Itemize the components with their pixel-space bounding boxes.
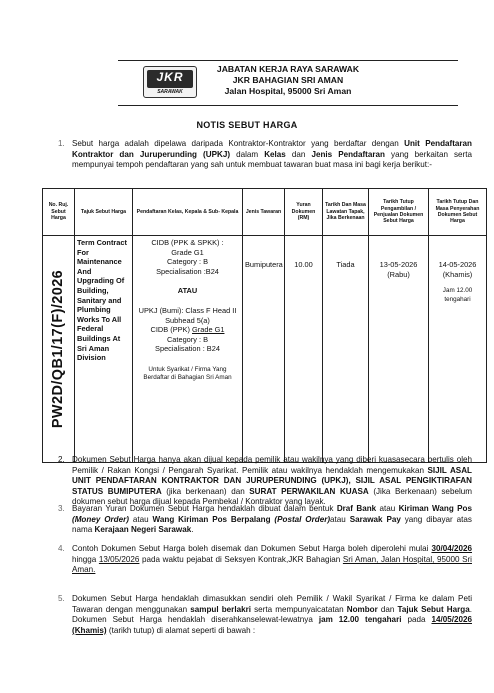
division-name: JKR BAHAGIAN SRI AMAN <box>232 75 344 85</box>
ref-number: PW2D/QB1/17(F)/2026 <box>49 269 66 429</box>
para2-number: 2. <box>58 455 65 464</box>
para1-number: 1. <box>58 139 65 148</box>
para4-number: 4. <box>58 544 65 553</box>
para2: Dokumen Sebut Harga hanya akan dijual kepada pemilik atau wakilnya yang diberi kuasasecara bertulis oleh Pemilik / Rakan Kongsi / Pengarah Syarikat. Pemilik atau wakilnya hendaklah mengemukakan SIJIL ASAL UNIT PENDAFTARAN KONTRAKTOR DAN JURUPERUNDING (UPKJ), SIJIL ASAL PENGIKTIRAFAN STATUS BUMIPUTERA (jika berkenaan) dan SURAT PERWAKILAN KUASA (Jika Berkenaan) sebelum dokumen sebut harga dijual kepada Pembekal / Kontraktor yang layak. <box>72 455 472 507</box>
pendaftaran-cell <box>133 236 243 463</box>
para3-number: 3. <box>58 504 65 513</box>
page-title: NOTIS SEBUT HARGA <box>196 120 298 130</box>
tutup-serah-cell <box>429 236 487 463</box>
category-line: Category : B <box>166 257 209 267</box>
col-header: Jenis Tawaran <box>243 189 285 236</box>
table-header-row <box>43 189 487 236</box>
col-header: Yuran Dokumen (RM) <box>285 189 323 236</box>
logo-text: JKR <box>156 70 184 84</box>
jenis-cell: Bumiputera <box>243 236 285 463</box>
para4: Contoh Dokumen Sebut Harga boleh disemak dan Dokumen Sebut Harga boleh diperolehi mulai 30/04/2026 hingga 13/05/2026 pada waktu pejabat di Seksyen Kontrak,JKR Bahagian Sri Aman, Jalan Hospital, 95000 Sri Aman. <box>72 544 472 575</box>
date: 13-05-2026 <box>379 260 418 269</box>
upkj-line: UPKJ (Bumi): Class F Head II Subhead 5(a) <box>138 305 237 325</box>
col-header: Tarikh Tutup Pengambilan / Penjualan Dokumen Sebut Harga <box>369 189 429 236</box>
specialisation-line: Specialisation : B24 <box>155 344 220 354</box>
col-header: Pendaftaran Kelas, Kepala & Sub- Kepala <box>133 189 243 236</box>
para3: Bayaran Yuran Dokumen Sebut Harga hendaklah dibuat dalam bentuk Draf Bank atau Kiriman Wang Pos (Money Order) atau Wang Kiriman Pos Berpalang (Postal Order)atau Sarawak Pay yang dibayar atas nama Kerajaan Negeri Sarawak. <box>72 504 472 535</box>
specialisation-line: Specialisation :B24 <box>156 266 219 276</box>
day: (Khamis) <box>442 269 473 279</box>
grade-line: Grade G1 <box>171 247 204 257</box>
para1: Sebut harga adalah dipelawa daripada Kontraktor-Kontraktor yang berdaftar dengan Unit Pendaftaran Kontraktor dan Juruperunding (UPKJ) dalam Kelas dan Jenis Pendaftaran yang berkaitan serta mempunyai tempoh pendaftaran yang sah untuk membuat tawaran buat masa ini bagi kerja berikut:- <box>72 139 473 170</box>
col-header: Tarikh Dan Masa Lawatan Tapak, Jika Berkenaan <box>323 189 369 236</box>
lawatan-cell: Tiada <box>323 236 369 463</box>
registration-note: Untuk Syarikat / Firma Yang Berdaftar di Bahagian Sri Aman <box>143 365 232 382</box>
letterhead <box>118 60 458 106</box>
table-row <box>43 236 487 463</box>
cidb-line: CIDB (PPK & SPKK) : <box>151 238 224 247</box>
tajuk-cell: Term Contract For Maintenance And Upgrading Of Building, Sanitary and Plumbing Works To All Federal Buildings At Sri Aman Division <box>75 236 133 463</box>
tender-table <box>42 188 487 463</box>
para5-number: 5. <box>58 594 65 603</box>
ref-number-cell <box>43 236 75 463</box>
atau-label: ATAU <box>177 286 198 296</box>
address: Jalan Hospital, 95000 Sri Aman <box>224 86 352 96</box>
dept-name: JABATAN KERJA RAYA SARAWAK <box>216 64 360 74</box>
yuran-cell: 10.00 <box>285 236 323 463</box>
col-header: Tajuk Sebut Harga <box>75 189 133 236</box>
col-header: No. Ruj. Sebut Harga <box>43 189 75 236</box>
para5: Dokumen Sebut Harga hendaklah dimasukkan sendiri oleh Pemilik / Wakil Syarikat / Firma ke dalam Peti Tawaran dengan menggunakan sampul berlakri serta mempunyaicatatan Nombor dan Tajuk Sebut Harga. Dokumen Sebut Harga hendaklah diserahkanselewat-lewatnya jam 12.00 tengahari pada 14/05/2026 (Khamis) (tarikh tutup) di alamat seperti di bawah : <box>72 594 472 635</box>
tutup-jual-cell <box>369 236 429 463</box>
day: (Rabu) <box>387 269 410 279</box>
col-header: Tarikh Tutup Dan Masa Penyerahan Dokumen Sebut Harga <box>429 189 487 236</box>
logo-subtext: SARAWAK <box>157 89 183 95</box>
date: 14-05-2026 <box>438 260 477 269</box>
time: Jam 12.00 tengahari <box>442 287 473 303</box>
cidb2-line: CIDB (PPK) Grade G1 <box>150 325 225 335</box>
category-line: Category : B <box>166 334 209 344</box>
